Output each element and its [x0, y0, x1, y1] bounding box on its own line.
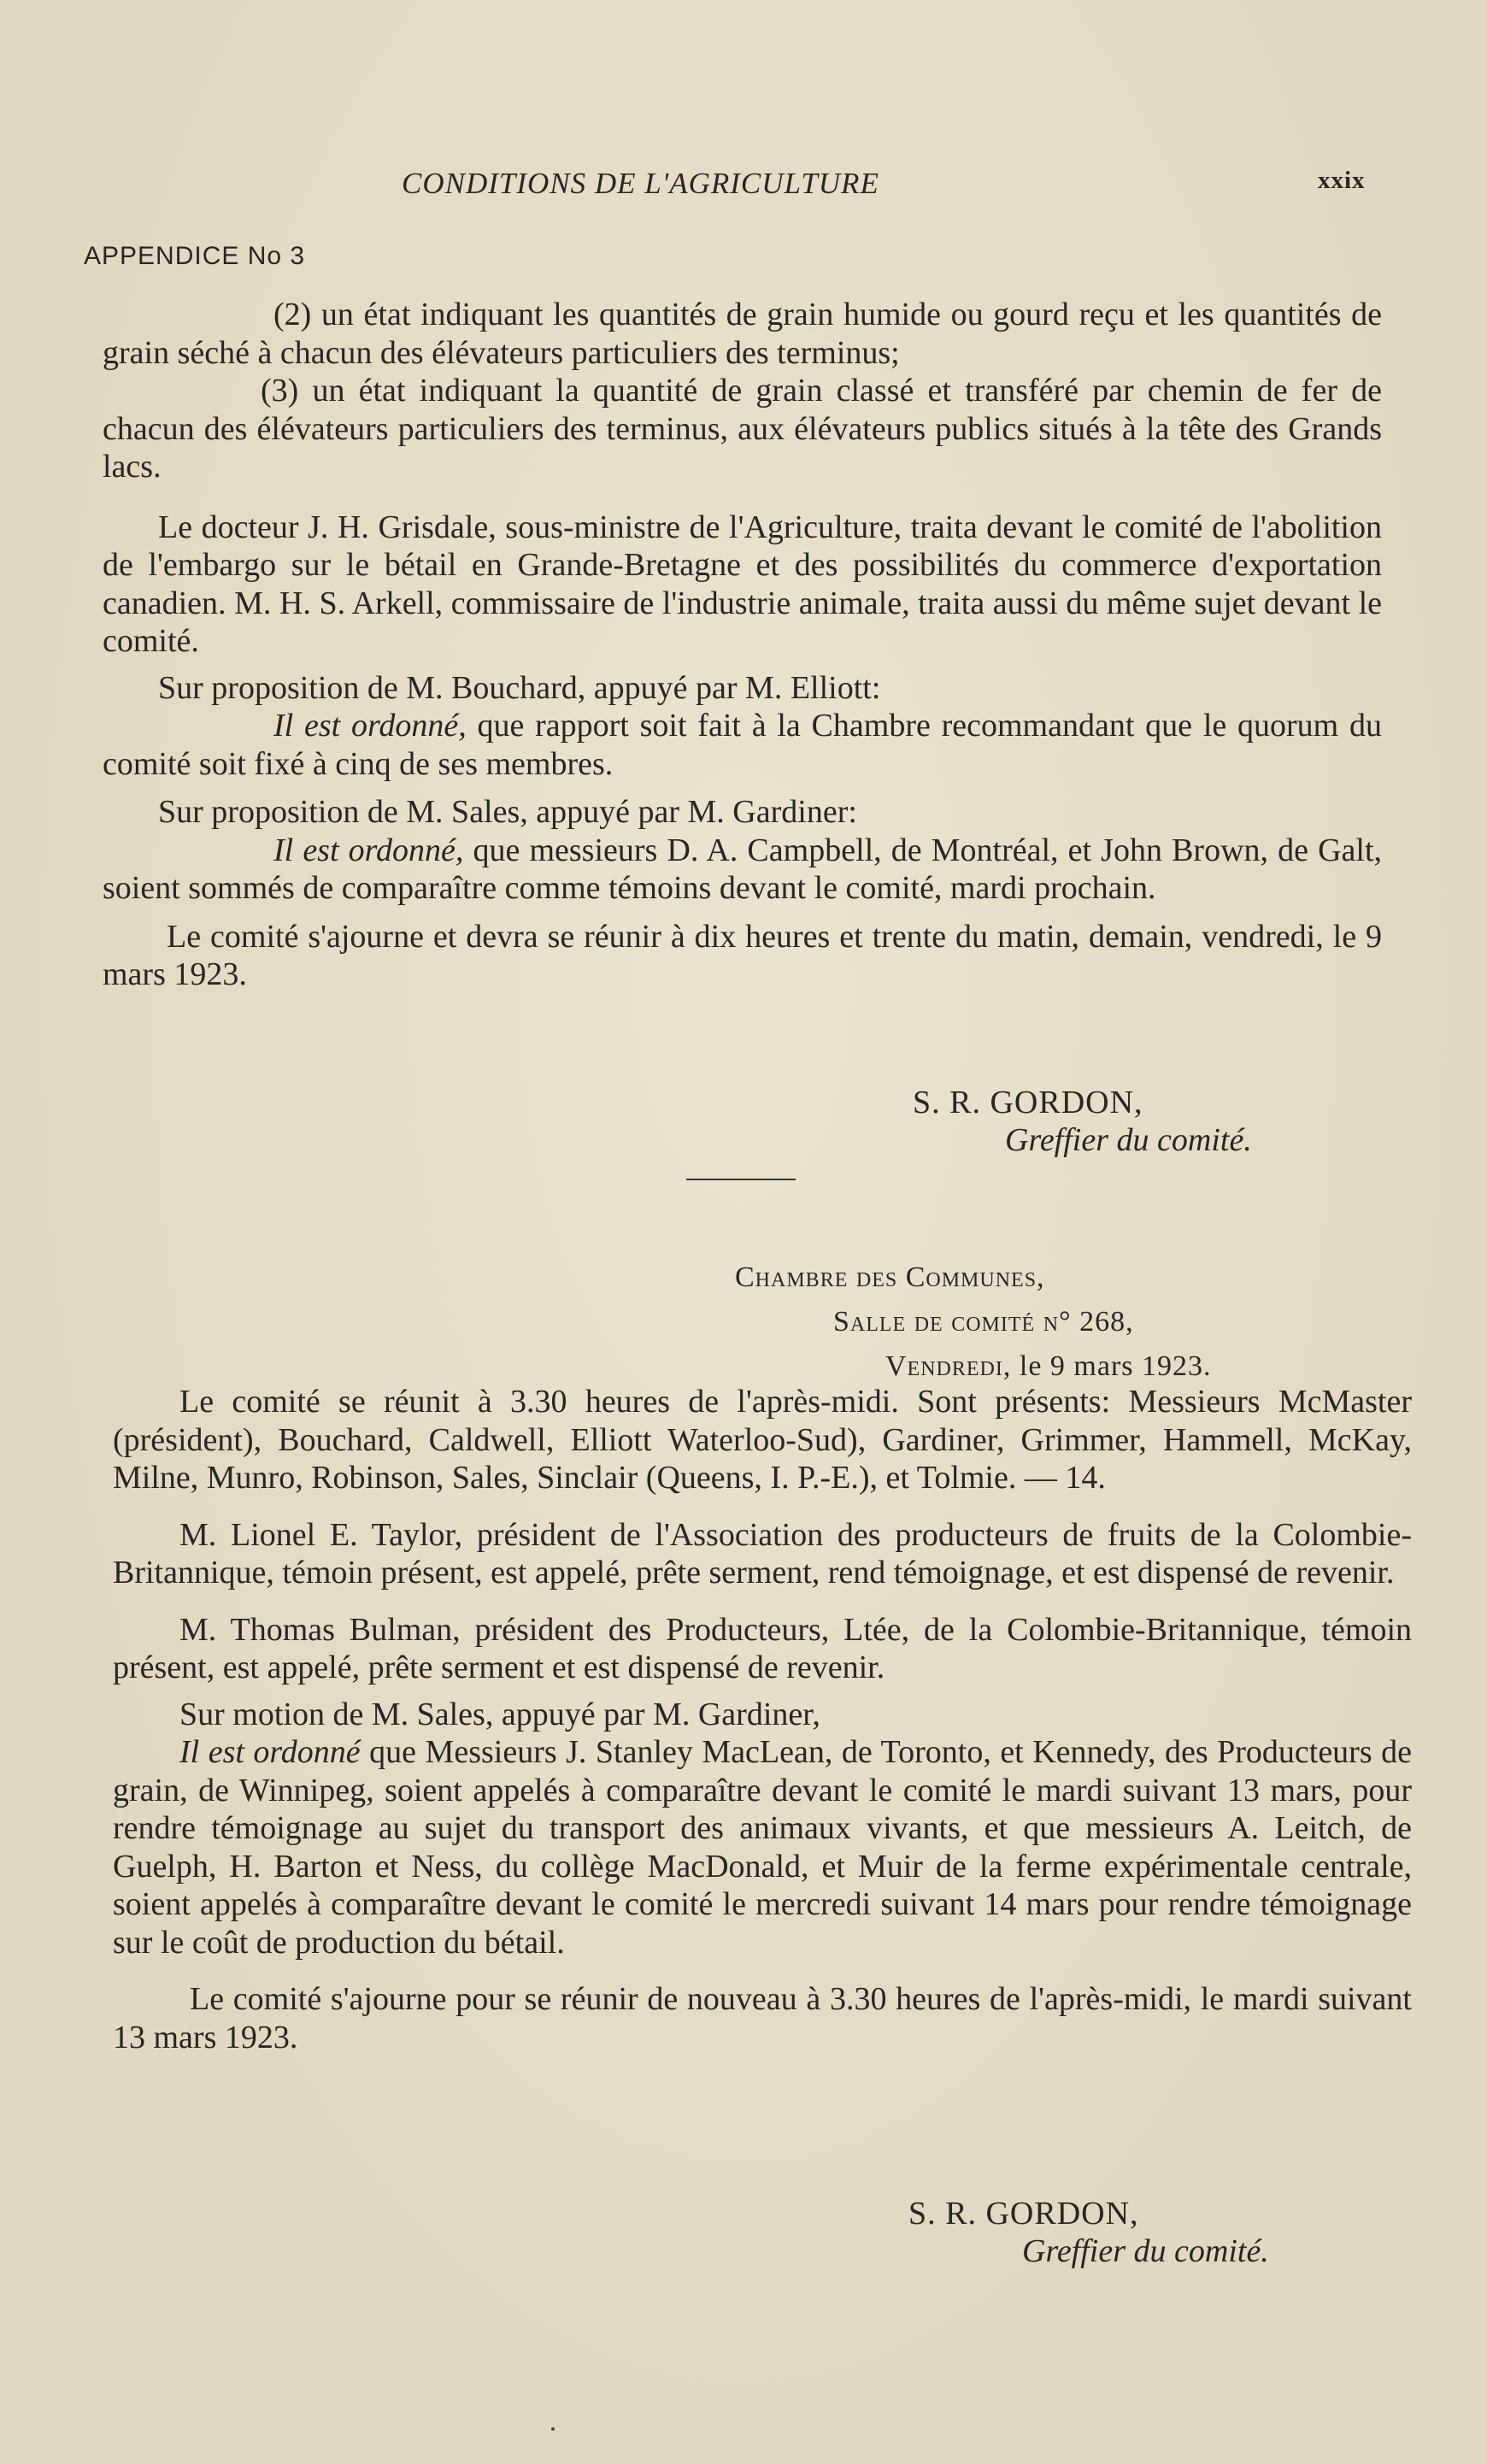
paragraph: M. Lionel E. Taylor, président de l'Association des producteurs de fruits de la Colombie-Britannique, témoin présent, est appelé, prête serment, rend témoignage, et est dispensé de revenir. [113, 1516, 1412, 1591]
paragraph: Le comité s'ajourne et devra se réunir à dix heures et trente du matin, demain, vendredi, le 9 mars 1923. [103, 918, 1382, 992]
section-1-body [103, 296, 1382, 994]
emphasis: Il est ordonné [179, 1734, 361, 1770]
paragraph: Le docteur J. H. Grisdale, sous-ministre de l'Agriculture, traita devant le comité de l'abolition de l'embargo sur le bétail en Grande-Bretagne et des possibilités du commerce d'exportation canadien. M. H. S. Arkell, commissaire de l'industrie animale, traita aussi du même sujet devant le comité. [103, 509, 1382, 659]
paragraph: (2) un état indiquant les quantités de grain humide ou gourd reçu et les quantités de grain séché à chacun des élévateurs particuliers des terminus; [103, 297, 1382, 371]
paragraph: Sur proposition de M. Bouchard, appuyé par M. Elliott: [158, 669, 881, 706]
paragraph [103, 832, 1382, 908]
paragraph: Sur motion de M. Sales, appuyé par M. Gardiner, [179, 1696, 820, 1732]
paragraph: Le comité s'ajourne pour se réunir de nouveau à 3.30 heures de l'après-midi, le mardi suivant 13 mars 1923. [113, 1981, 1412, 2055]
paragraph: Le comité se réunit à 3.30 heures de l'après-midi. Sont présents: Messieurs McMaster (président), Bouchard, Caldwell, Elliott Waterloo-Sud), Gardiner, Grimmer, Hammell, McKay, Milne, Munro, Robinson, Sales, Sinclair (Queens, I. P.-E.), et Tolmie. — 14. [113, 1384, 1412, 1496]
paragraph: Sur proposition de M. Sales, appuyé par M. Gardiner: [158, 794, 857, 830]
page-mark [551, 2427, 555, 2431]
signature-block-2 [908, 2195, 1269, 2270]
address-line-3 [885, 1347, 1212, 1386]
signature-name: S. R. GORDON, [908, 2196, 1139, 2232]
emphasis: Il est ordonné, [273, 708, 467, 744]
paragraph-text: que rapport soit fait à la Chambre recommandant que le quorum du comité soit fixé à cinq de ses membres. [103, 708, 1382, 782]
section-2-body [113, 1383, 1412, 2056]
address-room-number: 268, [1071, 1306, 1134, 1338]
signature-title: Greffier du comité. [1022, 2233, 1269, 2269]
paragraph-text: que Messieurs J. Stanley MacLean, de Toronto, et Kennedy, des Producteurs de grain, de Winnipeg, soient appelés à comparaître devant le comité le mardi suivant 13 mars, pour rendre témoignage au sujet du transport des animaux vivants, et que messieurs A. Leitch, de Guelph, H. Barton et Ness, du collège MacDonald, et Muir de la ferme expérimentale centrale, soient appelés à comparaître devant le comité le mercredi suivant 14 mars pour rendre témoignage sur le coût de production du bétail. [113, 1734, 1412, 1961]
section-divider [686, 1179, 796, 1180]
appendix-label: APPENDICE No 3 [84, 242, 306, 270]
emphasis: Il est ordonné, [273, 832, 464, 868]
signature-title: Greffier du comité. [1005, 1122, 1252, 1158]
signature-block-1 [913, 1084, 1252, 1159]
address-line-2 [833, 1303, 1134, 1342]
signature-name: S. R. GORDON, [913, 1085, 1143, 1120]
address-line-1: Chambre des Communes, [735, 1261, 1045, 1293]
paragraph [113, 1733, 1412, 1961]
paragraph: M. Thomas Bulman, président des Producteurs, Ltée, de la Colombie-Britannique, témoin présent, est appelé, prête serment et est dispensé de revenir. [113, 1611, 1412, 1685]
page-header [0, 167, 1487, 209]
address-date: le 9 mars 1923. [1011, 1350, 1212, 1382]
running-title: CONDITIONS DE L'AGRICULTURE [402, 167, 879, 200]
paragraph [103, 707, 1382, 783]
address-day: Vendredi, [885, 1350, 1012, 1382]
page-number: xxix [1318, 167, 1366, 194]
address-room: Salle de comité n° [833, 1306, 1072, 1338]
paragraph-text: que messieurs D. A. Campbell, de Montréal, et John Brown, de Galt, soient sommés de comparaître comme témoins devant le comité, mardi prochain. [103, 832, 1383, 906]
paragraph: (3) un état indiquant la quantité de grain classé et transféré par chemin de fer de chacun des élévateurs particuliers des terminus, aux élévateurs publics situés à la tête des Grands lacs. [103, 373, 1382, 485]
